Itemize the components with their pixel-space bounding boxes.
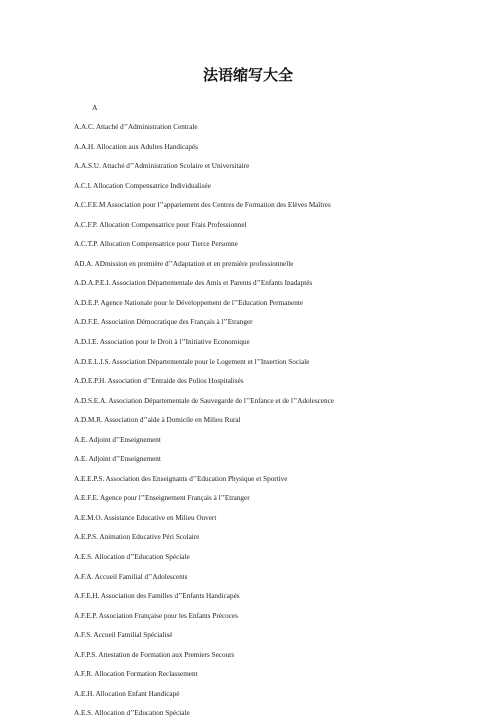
abbreviation-entry: A.A.S.U. Attaché d’’Administration Scolaire et Universitaire (74, 162, 250, 171)
abbreviation-entry: A.E.F.E. Agence pour l’’Enseignement Français à l’’Etranger (74, 494, 250, 503)
abbreviation-entry: A.E.P.S. Animation Educative Péri Scolaire (74, 533, 200, 542)
section-heading-letter: A (92, 103, 98, 112)
abbreviation-entry: A.A.C. Attaché d’’Administration Centrale (74, 123, 198, 131)
abbreviation-entry: A.F.A. Accueil Familial d’’Adolescents (74, 572, 188, 581)
abbreviation-entry: AD.A. ADmission en première d’’Adaptation et en première professionnelle (74, 259, 294, 268)
abbreviation-entry: A.D.E.P.H. Association d’’Entraide des Polios Hospitalisés (74, 377, 244, 386)
abbreviation-entry: A.D.S.E.A. Association Départementale de Sauvegarde de l’’Enfance et de l’’Adolescence (74, 396, 334, 405)
abbreviation-entry: A.F.E.P. Association Française pour les Enfants Précoces (74, 611, 238, 620)
abbreviation-entry: A.C.F.P. Allocation Compensatrice pour Frais Professionnel (74, 220, 247, 229)
abbreviation-entry: A.D.M.R. Association d’’aide à Domicile en Milieu Rural (74, 416, 241, 425)
page-title: 法语缩写大全 (202, 66, 293, 84)
abbreviation-entry: A.D.A.P.E.I. Association Départementale des Amis et Parents d’’Enfants Inadaptés (74, 279, 313, 288)
abbreviation-entry: A.E. Adjoint d’’Enseignement (74, 455, 161, 464)
abbreviation-entry: A.F.E.H. Association des Familles d’’Enfants Handicapés (74, 592, 240, 601)
abbreviation-entry: A.E.E.P.S. Association des Enseignants d’’Education Physique et Sportive (74, 474, 288, 483)
abbreviation-entry: A.D.F.E. Association Démocratique des Français à l’’Etranger (74, 318, 253, 327)
abbreviation-entry: A.C.F.E.M Association pour l’’appariement des Centres de Formation des Elèves Maîtres (74, 201, 331, 210)
abbreviation-entry: A.E.M.O. Assistance Educative en Milieu Ouvert (74, 513, 217, 522)
abbreviation-entry: A.F.R. Allocation Formation Reclassement (74, 670, 198, 679)
abbreviation-entry: A.F.S. Accueil Familial Spécialisé (74, 631, 173, 640)
abbreviation-entry: A.D.E.L.I.S. Association Départementale pour le Logement et l’’Insertion Sociale (74, 357, 310, 366)
abbreviation-entry: A.C.I. Allocation Compensatrice Individualisée (74, 181, 211, 190)
abbreviation-entry: A.A.H. Allocation aux Adultes Handicapés (74, 142, 198, 151)
abbreviation-entry: A.F.P.S. Attestation de Formation aux Premiers Secours (74, 650, 235, 659)
abbreviation-entry: A.E.S. Allocation d’’Education Spéciale (74, 709, 190, 718)
abbreviation-entry: A.C.T.P. Allocation Compensatrice pour Tierce Personne (74, 240, 238, 249)
abbreviation-entry: A.E.S. Allocation d’’Education Spéciale (74, 553, 190, 562)
abbreviation-list (74, 118, 434, 724)
abbreviation-entry: A.E. Adjoint d’’Enseignement (74, 435, 161, 444)
abbreviation-entry: A.D.E.P. Agence Nationale pour le Développement de l’’Education Permanente (74, 298, 303, 307)
abbreviation-entry: A.D.I.E. Association pour le Droit à l’’Initiative Economique (74, 338, 250, 347)
abbreviation-entry: A.E.H. Allocation Enfant Handicapé (74, 689, 180, 698)
